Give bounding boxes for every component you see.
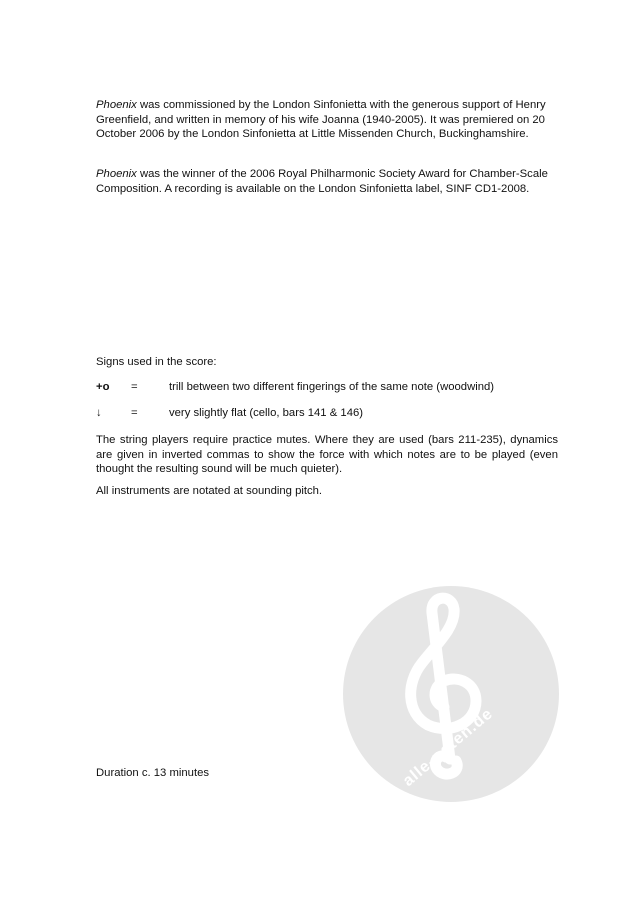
equals-sign: = [131,407,138,419]
equals-sign: = [131,381,138,393]
sign-row-flat [96,406,576,422]
trill-fingering-symbol: +o [96,381,110,393]
commission-paragraph [96,98,558,142]
work-title: Phoenix [96,99,137,111]
sign-description: very slightly flat (cello, bars 141 & 146) [169,407,364,419]
mutes-paragraph: The string players require practice mutes. Where they are used (bars 211-235), dynamics are given in inverted commas to show the force with which notes are to be played (even thought the resulting sound will be much quieter). [96,434,558,475]
commission-text: was commissioned by the London Sinfonietta with the generous support of Henry Greenfield, and written in memory of his wife Joanna (1940-2005). It was premiered on 20 October 2006 by the London Sinfonietta at Little Missenden Church, Buckinghamshire. [96,99,546,140]
sign-row-trill [96,380,576,396]
work-title: Phoenix [96,168,137,180]
award-text: was the winner of the 2006 Royal Philharmonic Society Award for Chamber-Scale Composition. A recording is available on the London Sinfonietta label, SINF CD1-2008. [96,168,548,195]
slightly-flat-arrow-symbol: ↓ [96,407,102,419]
pitch-paragraph: All instruments are notated at sounding pitch. [96,485,323,497]
watermark-text: alle-noten.de [399,705,497,790]
watermark-logo [340,583,562,805]
sign-description: trill between two different fingerings of the same note (woodwind) [169,381,495,393]
award-paragraph [96,167,558,196]
signs-heading: Signs used in the score: [96,356,217,368]
duration-text: Duration c. 13 minutes [96,767,210,779]
